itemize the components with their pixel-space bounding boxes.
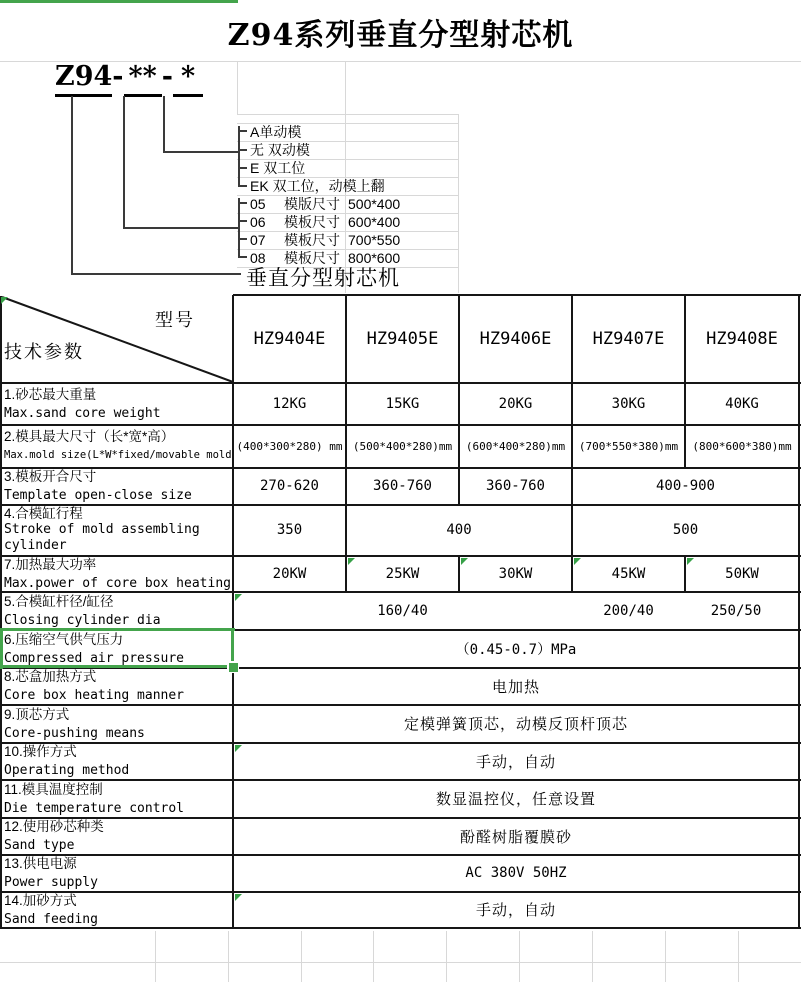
param-label-cell[interactable]: 2.模具最大尺寸（长*宽*高） Max.mold size(L*W*fixed/movable mold	[4, 429, 232, 461]
cell-note-indicator	[687, 558, 694, 565]
machine-name-label: 垂直分型射芯机	[246, 267, 400, 290]
value-cell[interactable]: 200/40	[603, 602, 654, 619]
value-cell[interactable]: 360-760	[372, 478, 432, 494]
value-cell[interactable]: 定模弹簧顶芯，动模反顶杆顶芯	[403, 716, 628, 733]
value-cell[interactable]: (800*600*380)mm	[692, 439, 792, 453]
page-title: Z94系列垂直分型射芯机	[227, 18, 574, 53]
param-label-cell[interactable]: 5.合模缸杆径/缸径 Closing cylinder dia	[4, 593, 161, 628]
model-header-cell[interactable]: HZ9407E	[592, 329, 665, 349]
model-header-cell[interactable]: HZ9408E	[706, 329, 778, 349]
legend-option: E 双工位	[250, 160, 306, 176]
value-cell[interactable]: AC 380V 50HZ	[465, 865, 567, 881]
cell-note-indicator	[574, 558, 581, 565]
value-cell[interactable]: 45KW	[611, 565, 646, 582]
value-cell[interactable]: 400-900	[655, 478, 715, 494]
value-cell[interactable]: 25KW	[385, 565, 420, 582]
fill-handle[interactable]	[229, 663, 238, 672]
value-cell[interactable]: 手动，自动	[475, 902, 556, 919]
value-cell[interactable]: 电加热	[491, 678, 540, 696]
value-cell[interactable]: (600*400*280)mm	[465, 439, 566, 453]
value-cell[interactable]: 50KW	[725, 565, 759, 582]
model-code: Z94- ** - *	[55, 60, 203, 97]
value-cell[interactable]: （0.45-0.7）MPa	[455, 641, 577, 658]
value-cell[interactable]: 30KG	[611, 395, 646, 412]
param-label-cell[interactable]: 10.操作方式 Operating method	[4, 744, 130, 778]
value-cell[interactable]: 350	[276, 522, 303, 538]
value-cell[interactable]: 160/40	[377, 602, 428, 619]
param-label-cell-selected[interactable]: 6.压缩空气供气压力 Compressed air pressure	[4, 631, 185, 666]
value-cell[interactable]: 500	[672, 522, 699, 538]
value-cell[interactable]: 12KG	[272, 395, 307, 412]
param-label-cell[interactable]: 8.芯盒加热方式 Core box heating manner	[4, 669, 185, 703]
header-corner-params: 技术参数	[4, 342, 84, 362]
param-label-cell[interactable]: 14.加砂方式 Sand feeding	[4, 892, 98, 927]
value-cell[interactable]: 30KW	[498, 565, 533, 582]
model-header-cell[interactable]: HZ9404E	[253, 329, 326, 349]
value-cell[interactable]: 20KG	[498, 395, 533, 412]
cell-note-indicator	[348, 558, 355, 565]
param-label-cell[interactable]: 12.使用砂芯种类 Sand type	[4, 819, 104, 853]
param-label-cell[interactable]: 7.加热最大功率 Max.power of core box heating	[4, 556, 231, 591]
legend-option: EK 双工位，动模上翻	[250, 178, 385, 194]
legend-option: 无 双动模	[250, 142, 310, 158]
cell-note-indicator	[235, 745, 242, 752]
model-header-cell[interactable]: HZ9405E	[366, 329, 439, 349]
value-cell[interactable]: 40KG	[725, 395, 759, 412]
param-label-cell[interactable]: 3.模板开合尺寸 Template open-close size	[4, 469, 192, 503]
param-label-cell[interactable]: 13.供电电源 Power supply	[4, 856, 98, 890]
model-code-stars: **	[124, 60, 162, 97]
value-cell[interactable]: 15KG	[385, 395, 420, 412]
value-cell[interactable]: 20KW	[272, 565, 307, 582]
param-label-cell[interactable]: 4.合模缸行程 Stroke of mold assembling cylinder	[4, 506, 200, 553]
header-corner-models: 型号	[155, 310, 195, 330]
param-label-cell[interactable]: 11.模具温度控制 Die temperature control	[4, 781, 185, 816]
value-cell[interactable]: 酚醛树脂覆膜砂	[459, 828, 572, 846]
value-cell[interactable]: (700*550*380)mm	[578, 439, 679, 453]
value-cell[interactable]: 数显温控仪，任意设置	[435, 791, 596, 808]
value-cell[interactable]: 手动，自动	[475, 753, 556, 771]
value-cell[interactable]: (400*300*280) mm	[236, 439, 343, 453]
legend-option: A单动模	[250, 124, 302, 140]
cell-note-indicator	[235, 894, 242, 901]
param-label-cell[interactable]: 1.砂芯最大重量 Max.sand core weight	[4, 386, 161, 421]
model-code-star: *	[173, 60, 203, 97]
spreadsheet-canvas: Z94系列垂直分型射芯机 Z94- ** - * A单动模 无 双动模 E 双工位 EK 双工位，动模上翻 05 模版尺寸 500*400 06 模板尺寸 600*400 07 模板尺寸 700*550 08 模板尺寸 800*600 垂直分型射芯机 型号 技术参数 HZ9404E HZ9405E HZ9406E HZ9407E HZ9408E 1.砂芯最大重量 Max.sand core weight 12KG 15KG 20KG 30KG 40KG 2.模具最大尺寸（长*宽*高） Max.mold size(L*W*fixed/movable mold (400*300*280) mm (500*400*280)mm (600*400*280)mm (700*550*380)mm (800*600*380)mm 3.模板开合尺寸 Template open-close size 270-620 360-760 360-760 400-900 4.合模缸行程 Stroke of mold assembling cylinder 350 400 500 7.加热最大功率 Max.power of core box heating 20KW 25KW 30KW 45KW 50KW 5.合模缸杆径/缸径 Closing cylinder dia 160/40 200/40 250/50 6.压缩空气供气压力 Compressed air pressure （0.45-0.7）MPa 8.芯盒加热方式 Core box heating manner 电加热 9.顶芯方式 Core-pushing means 定模弹簧顶芯，动模反顶杆顶芯 10.操作方式 Operating method 手动，自动 11.模具温度控制 Die temperature control 数显温控仪，任意设置 12.使用砂芯种类 Sand type 酚醛树脂覆膜砂 13.供电电源 Power supply AC 380V 50HZ 14.加砂方式 Sand feeding 手动，自动	[0, 0, 801, 982]
value-cell[interactable]: 400	[446, 522, 472, 538]
cell-note-indicator	[235, 594, 242, 601]
param-label-cell[interactable]: 9.顶芯方式 Core-pushing means	[4, 706, 145, 741]
value-cell[interactable]: 250/50	[710, 602, 762, 619]
cell-note-indicator	[1, 297, 8, 304]
value-cell[interactable]: 360-760	[485, 478, 545, 494]
cell-note-indicator	[461, 558, 468, 565]
value-cell[interactable]: 270-620	[259, 478, 319, 494]
model-code-prefix: Z94	[55, 60, 112, 97]
model-header-cell[interactable]: HZ9406E	[479, 329, 552, 349]
value-cell[interactable]: (500*400*280)mm	[352, 439, 453, 453]
